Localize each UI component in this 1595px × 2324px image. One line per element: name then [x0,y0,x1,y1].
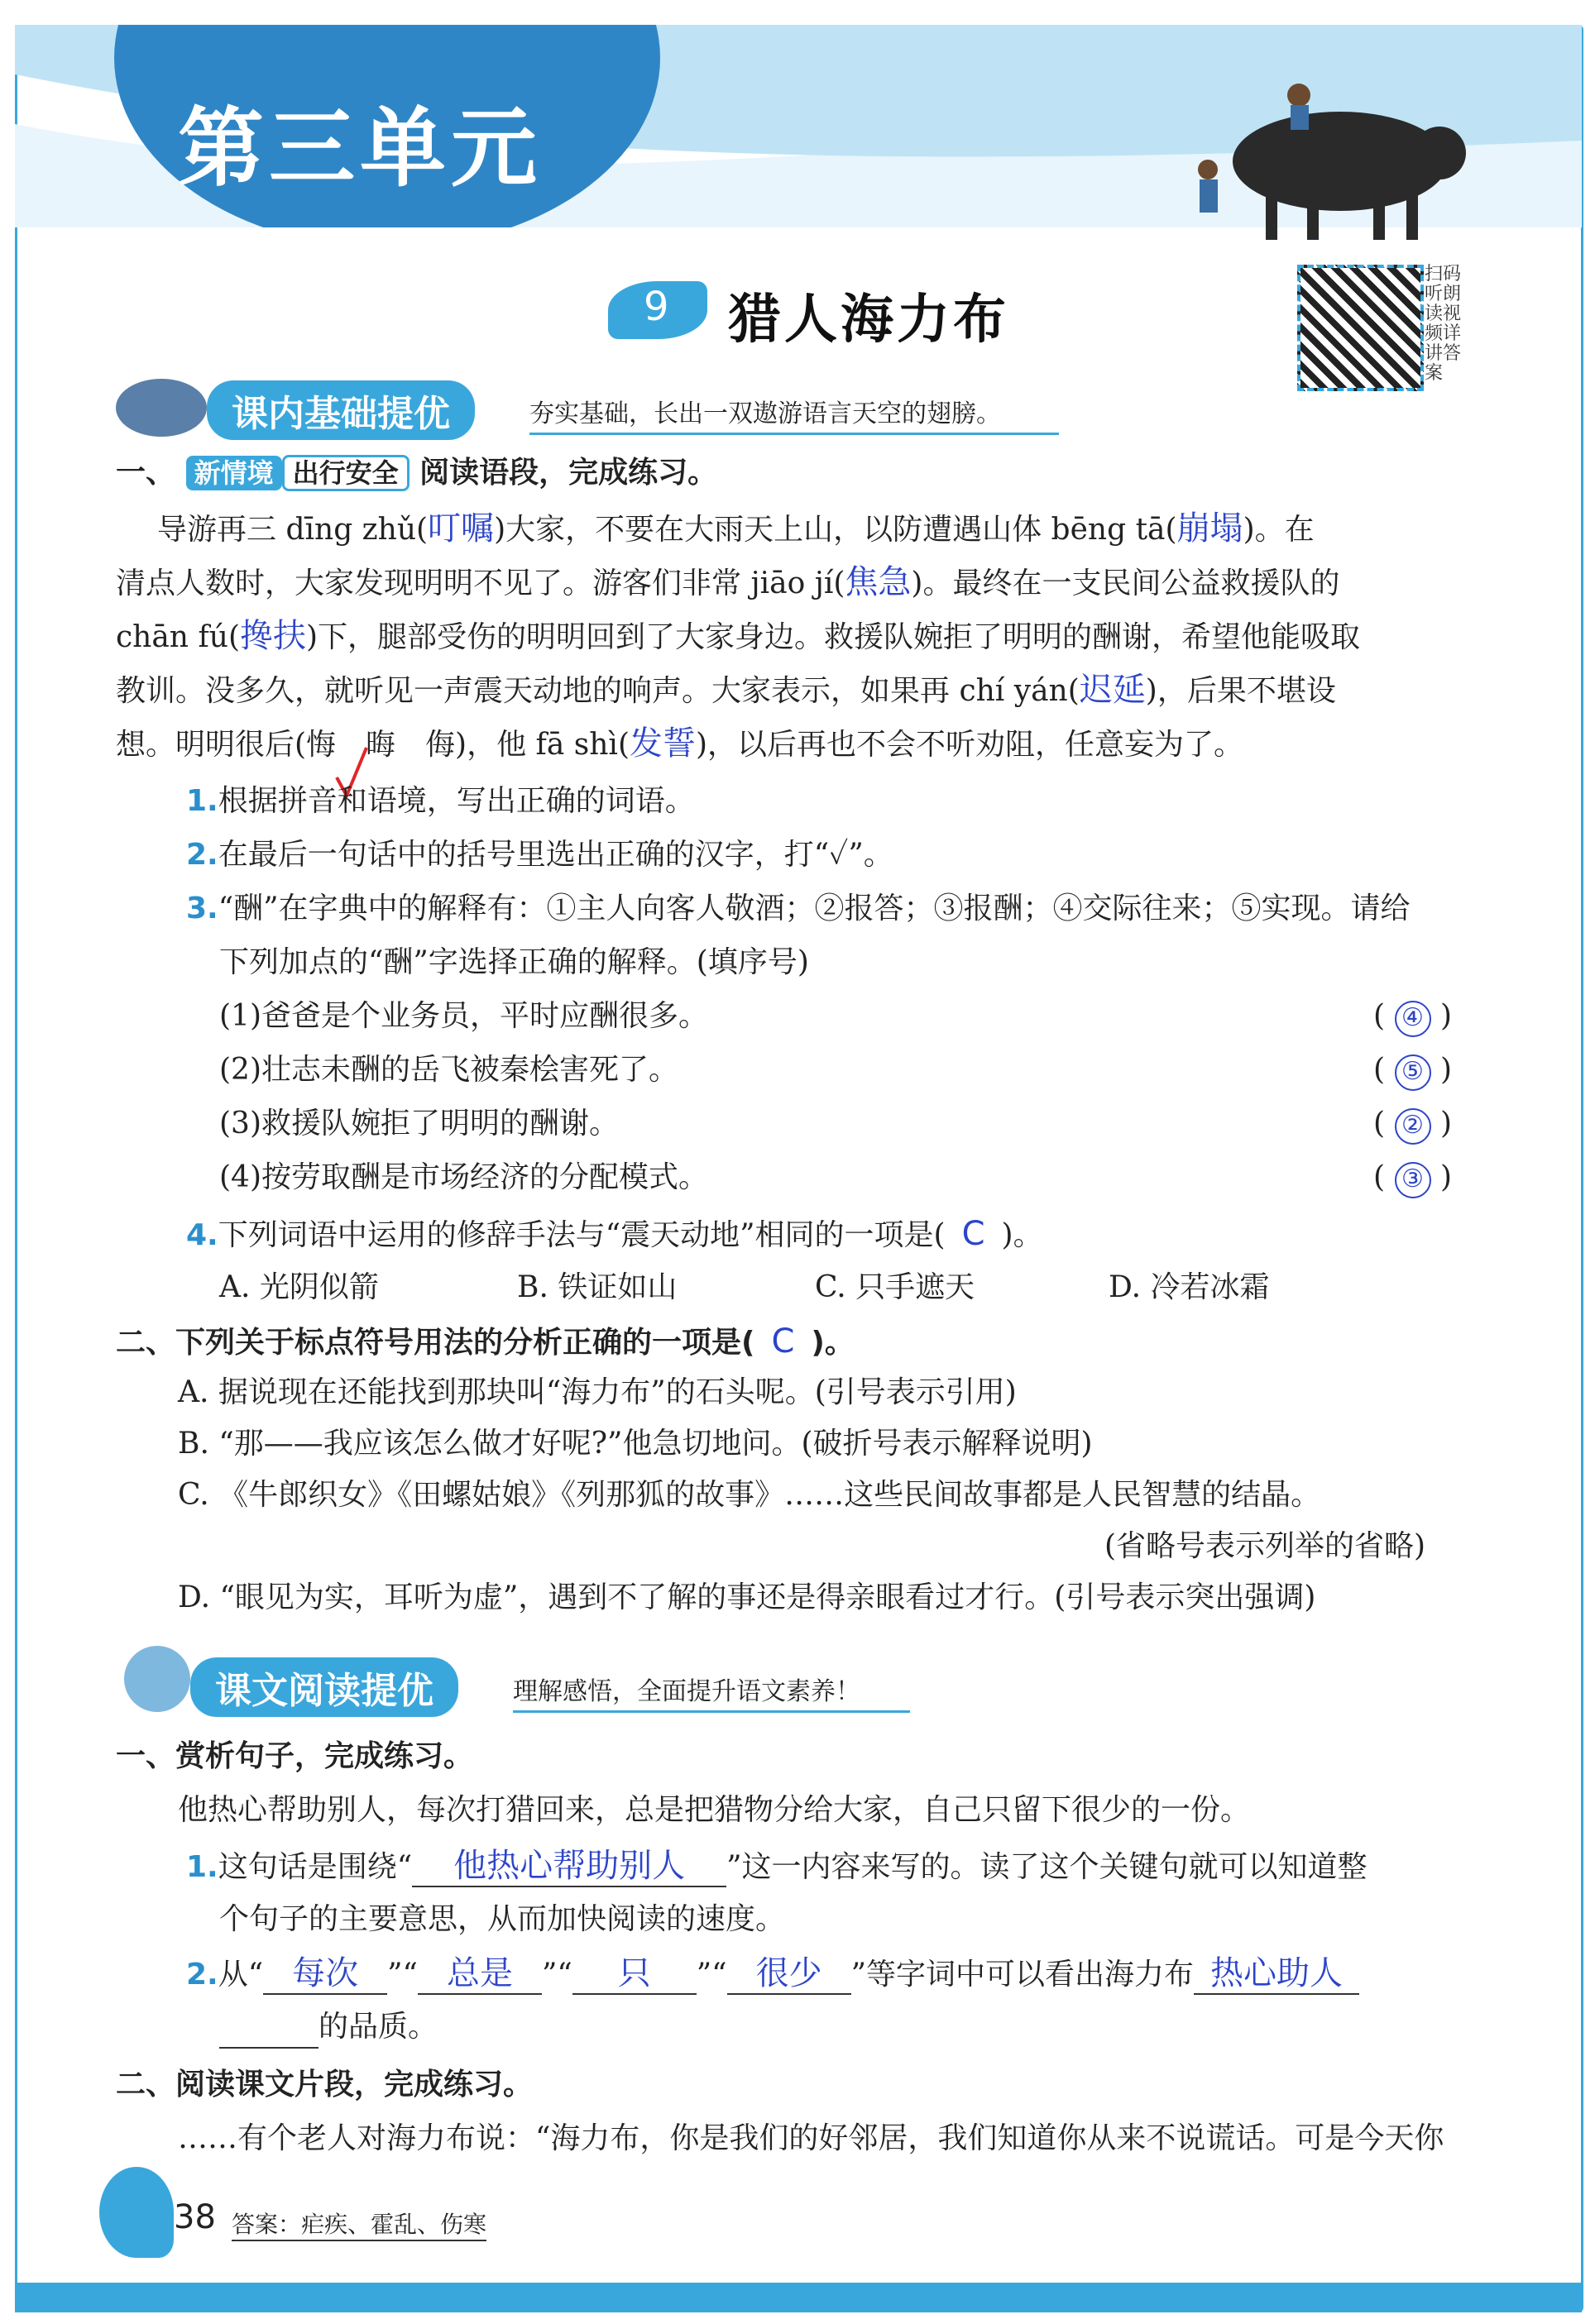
answer-footnote: 答案：疟疾、霍乱、伤寒 [232,2207,486,2241]
item-2: (2)壮志未酬的岳飞被秦桧害死了。 [219,1053,678,1087]
q2-answer: C [771,1322,795,1360]
q1-sub4-answer: C [961,1215,985,1253]
q1-sub2: 2.在最后一句话中的括号里选出正确的汉字，打“✓”。 [186,838,893,872]
q1-sub3-cont: 下列加点的“酬”字选择正确的解释。(填序号) [219,945,809,979]
q2-option-c: C. 《牛郎织女》《田螺姑娘》《列那狐的故事》……这些民间故事都是人民智慧的结晶。 [178,1478,1321,1512]
option-b: B. 铁证如山 [517,1270,678,1304]
passage-line-4: 教训。没多久，就听见一声震天动地的响声。大家表示，如果再 chí yán(迟延)，后果不堪设 [116,671,1336,709]
passage-line-3: chān fú(搀扶)下，腿部受伤的明明回到了大家身边。救援队婉拒了明明的酬谢，希望他能吸取 [116,617,1361,655]
r1-sub1: 1.这句话是围绕“ 他热心帮助别人 ”这一内容来写的。读了这个关键句就可以知道整 [186,1846,1367,1887]
answer-fashi: 发誓 [629,724,696,763]
ox-illustration-icon [1175,45,1489,244]
q2-option-a: A. 据说现在还能找到那块叫“海力布”的石头呢。(引号表示引用) [178,1375,1017,1409]
item-4: (4)按劳取酬是市场经济的分配模式。 [219,1160,708,1194]
mascot-icon [116,379,207,437]
mascot-reading-icon [124,1646,190,1712]
page-number: 38 [174,2198,216,2236]
option-d: D. 冷若冰霜 [1109,1270,1270,1304]
bottom-bar [15,2283,1582,2312]
item-3: (3)救援队婉拒了明明的酬谢。 [219,1107,619,1140]
answer-zhi: 只 [572,1953,697,1995]
q2-heading: 二、下列关于标点符号用法的分析正确的一项是( C )。 [116,1322,855,1360]
qr-caption: 扫码听朗读视频详讲答案 [1425,264,1462,384]
item-2-answer: ( ⑤ ) [1373,1050,1452,1091]
qr-code-icon[interactable] [1297,265,1424,391]
r1-sentence: 他热心帮助别人，每次打猎回来，总是把猎物分给大家，自己只留下很少的一份。 [178,1793,1251,1827]
option-c: C. 只手遮天 [815,1270,975,1304]
q1-instruction: 阅读语段，完成练习。 [419,456,718,490]
lesson-title: 猎人海力布 [728,289,1009,351]
r2-passage: ……有个老人对海力布说：“海力布，你是我们的好邻居，我们知道你从来不说谎话。可是今天你 [178,2121,1444,2155]
q2-option-b: B. “那——我应该怎么做才好呢?”他急切地问。(破折号表示解释说明) [178,1427,1093,1461]
section-subtitle-basics: 夯实基础，长出一双遨游语言天空的翅膀。 [529,393,1059,435]
item-4-answer: ( ③ ) [1373,1158,1452,1198]
q1-label: 一、 [116,456,176,490]
dolphin-icon [99,2167,174,2258]
item-1-answer: ( ④ ) [1373,997,1452,1037]
q1-heading [116,453,717,493]
unit-title: 第三单元 [178,98,543,198]
answer-rexin: 热心助人 [1194,1953,1359,1995]
lesson-number: 9 [644,284,669,330]
tag-new-context: 新情境 [186,456,282,490]
passage-line-5: 想。明明很后(悔 晦 侮)，他 fā shì(发誓)，以后再也不会不听劝阻，任意妄为了。 [116,724,1244,763]
answer-dingzhu: 叮嘱 [428,509,495,548]
r1-sub2: 2.从“ 每次 ”“ 总是 ”“ 只 ”“ 很少 ”等字词中可以看出海力布 热心助人 [186,1953,1359,1995]
q1-sub1: 1.根据拼音和语境，写出正确的词语。 [186,784,695,818]
answer-bengta: 崩塌 [1176,509,1243,548]
section-subtitle-reading: 理解感悟，全面提升语文素养！ [513,1671,910,1713]
r1-sub2-cont: 的品质。 [219,2007,438,2049]
answer-zongshi: 总是 [418,1953,542,1995]
r2-heading: 二、阅读课文片段，完成练习。 [116,2068,534,2102]
r1-heading: 一、赏析句子，完成练习。 [116,1739,474,1773]
answer-henshao: 很少 [727,1953,851,1995]
q1-sub3: 3.“酬”在字典中的解释有：①主人向客人敬酒；②报答；③报酬；④交际往来；⑤实现。请给 [186,892,1411,925]
q2-option-c-note: (省略号表示列举的省略) [1104,1529,1426,1563]
answer-chiyan: 迟延 [1079,671,1146,709]
option-a: A. 光阴似箭 [219,1270,379,1304]
passage-line-1: 导游再三 dīng zhǔ(叮嘱)大家，不要在大雨天上山，以防遭遇山体 bēng tā(崩塌)。在 [157,509,1315,548]
r1-sub1-cont: 个句子的主要意思，从而加快阅读的速度。 [219,1902,786,1936]
answer-jiaoji: 焦急 [845,563,912,601]
q2-option-d: D. “眼见为实，耳听为虚”，遇到不了解的事还是得亲眼看过才行。(引号表示突出强调) [178,1580,1316,1614]
r1-sub1-answer: 他热心帮助别人 [412,1846,726,1887]
answer-chanfu: 搀扶 [240,617,306,655]
section-title-reading: 课文阅读提优 [190,1657,458,1717]
passage-line-2: 清点人数时，大家发现明明不见了。游客们非常 jiāo jí(焦急)。最终在一支民间公益救援队的 [116,563,1340,601]
answer-meici: 每次 [263,1953,387,1995]
item-1: (1)爸爸是个业务员，平时应酬很多。 [219,999,708,1033]
section-title-basics: 课内基础提优 [207,380,475,440]
tag-travel-safety: 出行安全 [282,455,410,491]
q1-sub4: 4.下列词语中运用的修辞手法与“震天动地”相同的一项是( C )。 [186,1215,1043,1253]
item-3-answer: ( ② ) [1373,1104,1452,1145]
